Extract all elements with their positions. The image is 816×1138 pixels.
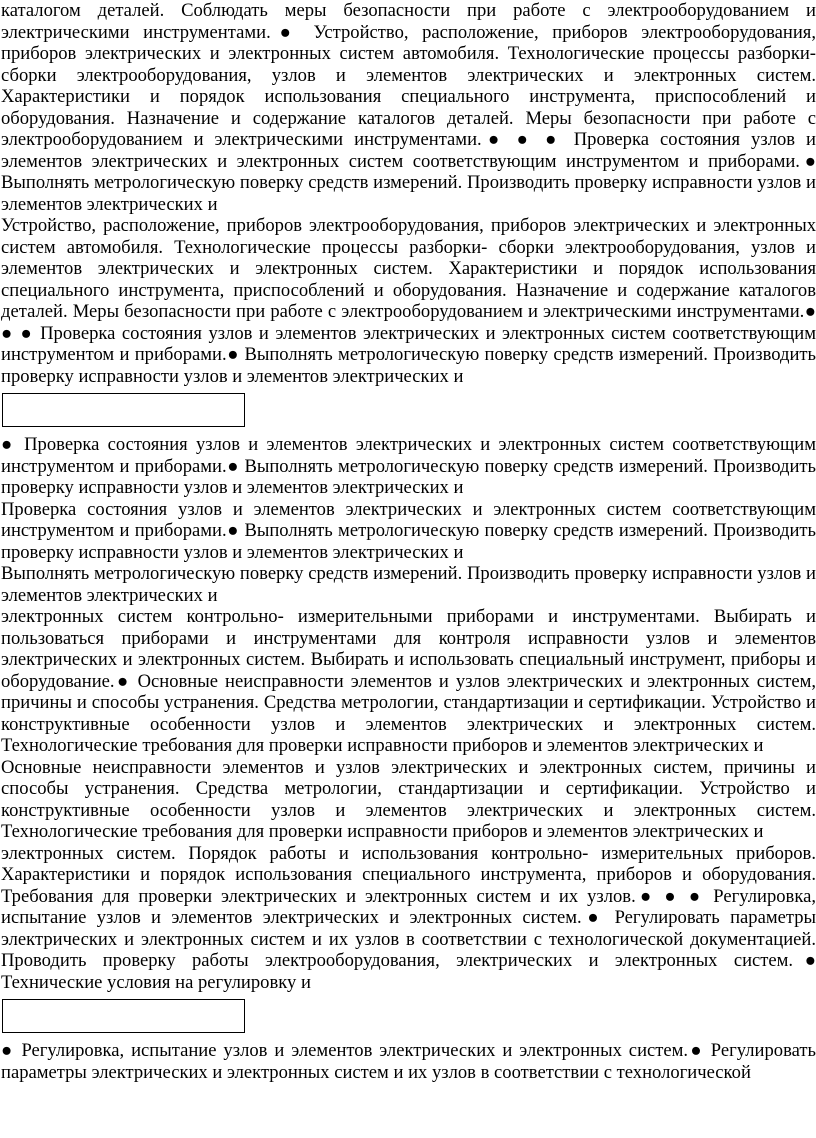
paragraph-7: Основные неисправности элементов и узлов электрических и электронных систем, причины и способы устранения. Средства метрологии, стандартизации и сертификации. Устройство и конструктивные особенности узлов и элементов электрических и электронных систем. Технологические требования для проверки исправности приборов и элементов электрических и <box>1 756 816 842</box>
paragraph-4: Проверка состояния узлов и элементов электрических и электронных систем соответствующим инструментом и приборами.● Выполнять метрологическую поверку средств измерений. Производить проверку исправности узлов и элементов электрических и <box>1 498 816 563</box>
paragraph-1: каталогом деталей. Соблюдать меры безопасности при работе с электрооборудованием и электрическими инструментами.● Устройство, расположение, приборов электрооборудования, приборов электрических и электронных систем автомобиля. Технологические процессы разборки-сборки электрооборудования, узлов и элементов электрических и электронных систем. Характеристики и порядок использования специального инструмента, приспособлений и оборудования. Назначение и содержание каталогов деталей. Меры безопасности при работе с электрооборудованием и электрическими инструментами.● ● ● Проверка состояния узлов и элементов электрических и электронных систем соответствующим инструментом и приборами.● Выполнять метрологическую поверку средств измерений. Производить проверку исправности узлов и элементов электрических и <box>1 0 816 215</box>
paragraph-5: Выполнять метрологическую поверку средств измерений. Производить проверку исправности узлов и элементов электрических и <box>1 563 816 606</box>
empty-text-box-2 <box>2 999 245 1033</box>
paragraph-8: электронных систем. Порядок работы и использования контрольно- измерительных приборов. Характеристики и порядок использования специального инструмента, приборов и оборудования. Требования для проверки электрических и электронных систем и их узлов.● ● ● Регулировка, испытание узлов и элементов электрических и электронных систем.● Регулировать параметры электрических и электронных систем и их узлов в соответствии с технологической документацией. Проводить проверку работы электрооборудования, электрических и электронных систем.● Технические условия на регулировку и <box>1 842 816 993</box>
paragraph-6: электронных систем контрольно- измерительными приборами и инструментами. Выбирать и пользоваться приборами и инструментами для контроля исправности узлов и элементов электрических и электронных систем. Выбирать и использовать специальный инструмент, приборы и оборудование.● Основные неисправности элементов и узлов электрических и электронных систем, причины и способы устранения. Средства метрологии, стандартизации и сертификации. Устройство и конструктивные особенности узлов и элементов электрических и электронных систем. Технологические требования для проверки исправности приборов и элементов электрических и <box>1 606 816 756</box>
paragraph-2: Устройство, расположение, приборов электрооборудования, приборов электрических и электронных систем автомобиля. Технологические процессы разборки- сборки электрооборудования, узлов и элементов электрических и электронных систем. Характеристики и порядок использования специального инструмента, приспособлений и оборудования. Назначение и содержание каталогов деталей. Меры безопасности при работе с электрооборудованием и электрическими инструментами.● ● ● Проверка состояния узлов и элементов электрических и электронных систем соответствующим инструментом и приборами.● Выполнять метрологическую поверку средств измерений. Производить проверку исправности узлов и элементов электрических и <box>1 215 816 387</box>
paragraph-9: ● Регулировка, испытание узлов и элементов электрических и электронных систем.● Регулировать параметры электрических и электронных систем и их узлов в соответствии с технологической <box>1 1040 816 1083</box>
empty-text-box <box>2 393 245 427</box>
paragraph-3: ● Проверка состояния узлов и элементов электрических и электронных систем соответствующим инструментом и приборами.● Выполнять метрологическую поверку средств измерений. Производить проверку исправности узлов и элементов электрических и <box>1 434 816 498</box>
